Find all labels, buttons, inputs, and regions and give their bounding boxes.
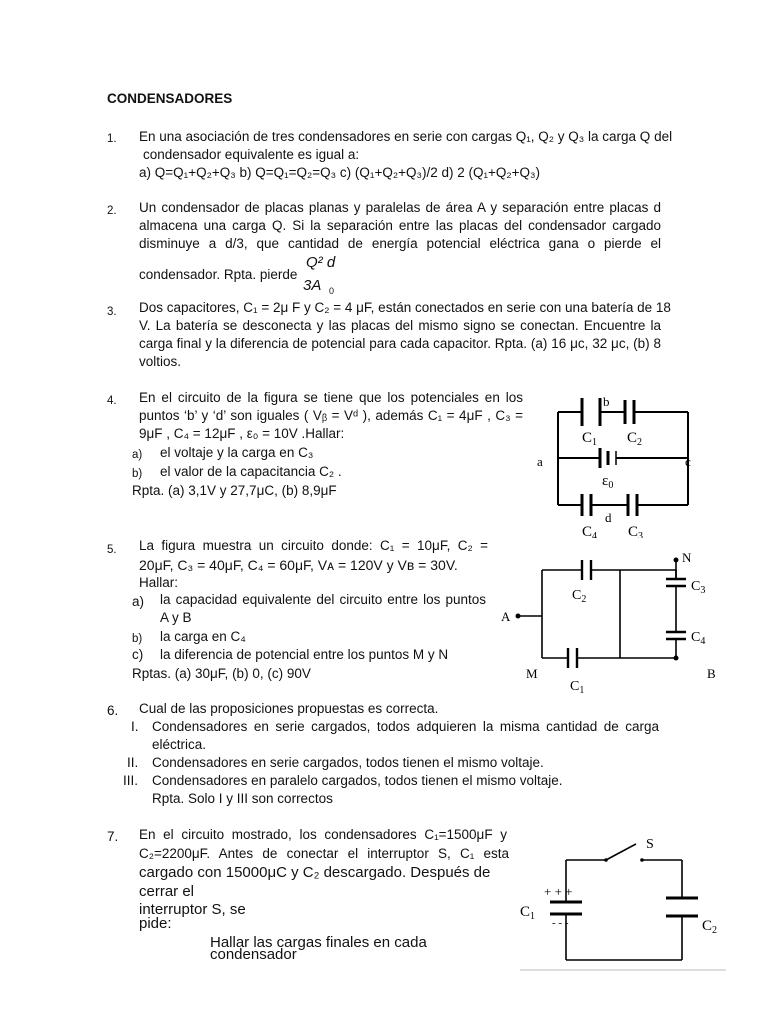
problem-6-line-1: Cual de las proposiciones propuestas es correcta. bbox=[139, 701, 439, 716]
page-title: CONDENSADORES bbox=[107, 91, 233, 106]
problem-6-i-line-1: Condensadores en serie cargados, todos adquieren la misma cantidad de carga bbox=[152, 719, 659, 734]
problem-2-line-2: almacena una carga Q. Si la separación entre las placas del condensador cargado bbox=[139, 218, 661, 233]
problem-6-number: 6. bbox=[107, 703, 119, 718]
emf-label: $\varepsilon_0$ bbox=[602, 473, 614, 491]
problem-1-line-2: condensador equivalente es igual a: bbox=[143, 147, 360, 162]
problem-4-number: 4. bbox=[107, 395, 117, 407]
problem-6-answer: Rpta. Solo I y III son correctos bbox=[152, 791, 333, 806]
problem-5-line-1: La figura muestra un circuito donde: C₁ = 10μF, C₂ = bbox=[139, 538, 488, 553]
problem-4-line-2: puntos ‘b’ y ‘d’ son iguales ( Vᵦ = Vᵈ ), además C₁ = 4μF , C₃ = bbox=[139, 408, 523, 423]
circuit-figure-4 bbox=[530, 388, 700, 538]
problem-7-line-1: En el circuito mostrado, los condensadores C₁=1500μF y bbox=[139, 827, 507, 842]
plus-charges-label: + + + bbox=[544, 884, 573, 899]
problem-5-a-label: a) bbox=[132, 594, 145, 609]
problem-7-line-2: C₂=2200μF. Antes de conectar el interruptor S, C₁ esta bbox=[139, 846, 509, 861]
circuit-figure-5 bbox=[496, 546, 726, 694]
problem-7-line-3: cargado con 15000μC y C₂ descargado. Después de bbox=[139, 864, 491, 881]
problem-2-line-1: Un condensador de placas planas y paralelas de área A y separación entre placas d bbox=[139, 200, 661, 215]
problem-6-iii-label: III. bbox=[123, 773, 139, 788]
problem-4-a-label: a) bbox=[132, 449, 143, 461]
c3-label: $C_3$ bbox=[691, 579, 706, 596]
problem-2-number: 2. bbox=[107, 205, 117, 217]
node-a-label: a bbox=[537, 454, 543, 469]
answer-fraction-denominator: 3A bbox=[303, 277, 322, 294]
problem-5-a-line-1: la capacidad equivalente del circuito entre los puntos bbox=[160, 592, 486, 607]
c2-label: $C_2$ bbox=[572, 588, 587, 605]
node-c-label: c bbox=[685, 454, 691, 469]
problem-5-line-2: 20μF, C₃ = 40μF, C₄ = 60μF, Vᴀ = 120V y Vʙ = 30V. bbox=[139, 557, 458, 573]
problem-7-line-4: cerrar el bbox=[139, 883, 195, 900]
problem-4-a: el voltaje y la carga en C₃ bbox=[160, 445, 314, 460]
problem-1-number: 1. bbox=[107, 133, 117, 145]
c2-label: $C_2$ bbox=[627, 430, 643, 448]
c4-label: $C_4$ bbox=[691, 630, 706, 647]
problem-5-line-3: Hallar: bbox=[139, 575, 179, 590]
answer-fraction-subscript: 0 bbox=[329, 286, 335, 296]
problem-5-a-line-2: A y B bbox=[160, 610, 192, 625]
problem-3-line-2: V. La batería se desconecta y las placas del mismo signo se conectan. Encuentre la bbox=[139, 318, 661, 333]
problem-2-line-4: condensador. Rpta. pierde bbox=[139, 267, 298, 282]
problem-5-number: 5. bbox=[107, 544, 117, 556]
problem-5-b: la carga en C₄ bbox=[160, 629, 246, 644]
problem-6-ii: Condensadores en serie cargados, todos tienen el mismo voltaje. bbox=[152, 755, 544, 770]
c2-label: $C_2$ bbox=[702, 918, 718, 936]
node-a-label: A bbox=[501, 609, 511, 624]
c1-label: $C_1$ bbox=[582, 430, 598, 448]
problem-3-line-3: carga final y la diferencia de potencial para cada capacitor. Rpta. (a) 16 μc, 32 μc, (b) 8 bbox=[139, 336, 661, 351]
problem-6-i-line-2: eléctrica. bbox=[152, 737, 207, 752]
problem-6-ii-label: II. bbox=[127, 755, 139, 770]
problem-7-line-5: interruptor S, se bbox=[139, 901, 246, 918]
problem-4-b-label: b) bbox=[132, 468, 143, 480]
problem-4-line-3: 9μF , C₄ = 12μF , ε₀ = 10V .Hallar: bbox=[139, 426, 345, 441]
problem-5-answer: Rptas. (a) 30μF, (b) 0, (c) 90V bbox=[132, 666, 311, 681]
problem-1-line-1: En una asociación de tres condensadores en serie con cargas Q₁, Q₂ y Q₃ la carga Q del bbox=[139, 129, 673, 144]
problem-1-options: a) Q=Q₁+Q₂+Q₃ b) Q=Q₁=Q₂=Q₃ c) (Q₁+Q₂+Q₃)/2 d) 2 (Q₁+Q₂+Q₃) bbox=[139, 165, 541, 180]
problem-7-line-8: condensador bbox=[210, 946, 297, 963]
c4-label: $C_4$ bbox=[582, 524, 598, 538]
problem-3-number: 3. bbox=[107, 306, 117, 318]
node-b-label: b bbox=[603, 394, 610, 409]
minus-charges-label: - - - bbox=[552, 917, 569, 929]
problem-6-iii: Condensadores en paralelo cargados, todos tienen el mismo voltaje. bbox=[152, 773, 563, 788]
node-b-label: B bbox=[707, 666, 716, 681]
problem-4-answer: Rpta. (a) 3,1V y 27,7μC, (b) 8,9μF bbox=[132, 483, 337, 498]
problem-7-number: 7. bbox=[107, 829, 119, 844]
problem-5-b-label: b) bbox=[132, 633, 143, 645]
problem-4-line-1: En el circuito de la figura se tiene que los potenciales en los bbox=[139, 390, 523, 405]
node-m-label: M bbox=[526, 666, 538, 681]
problem-7-line-6: pide: bbox=[139, 915, 172, 932]
c1-label: $C_1$ bbox=[520, 904, 536, 922]
problem-3-line-4: voltios. bbox=[139, 354, 182, 369]
answer-fraction-numerator: Q² d bbox=[306, 254, 336, 271]
node-n-label: N bbox=[682, 550, 692, 565]
problem-2-line-3: disminuye a d/3, que cantidad de energía potencial eléctrica gana o pierde el bbox=[139, 236, 661, 251]
problem-7-line-7: Hallar las cargas finales en cada bbox=[210, 934, 427, 951]
problem-6-i-label: I. bbox=[131, 719, 139, 734]
circuit-figure-7 bbox=[516, 830, 730, 972]
c1-label: $C_1$ bbox=[570, 679, 585, 694]
c3-label: $C_3$ bbox=[628, 524, 644, 538]
switch-s-label: S bbox=[646, 837, 654, 852]
problem-5-c-label: c) bbox=[132, 647, 144, 662]
node-d-label: d bbox=[605, 510, 612, 525]
problem-4-b: el valor de la capacitancia C₂ . bbox=[160, 464, 342, 479]
problem-5-c: la diferencia de potencial entre los puntos M y N bbox=[160, 647, 449, 662]
problem-3-line-1: Dos capacitores, C₁ = 2μ F y C₂ = 4 μF, están conectados en serie con una batería de 18 bbox=[139, 300, 671, 315]
